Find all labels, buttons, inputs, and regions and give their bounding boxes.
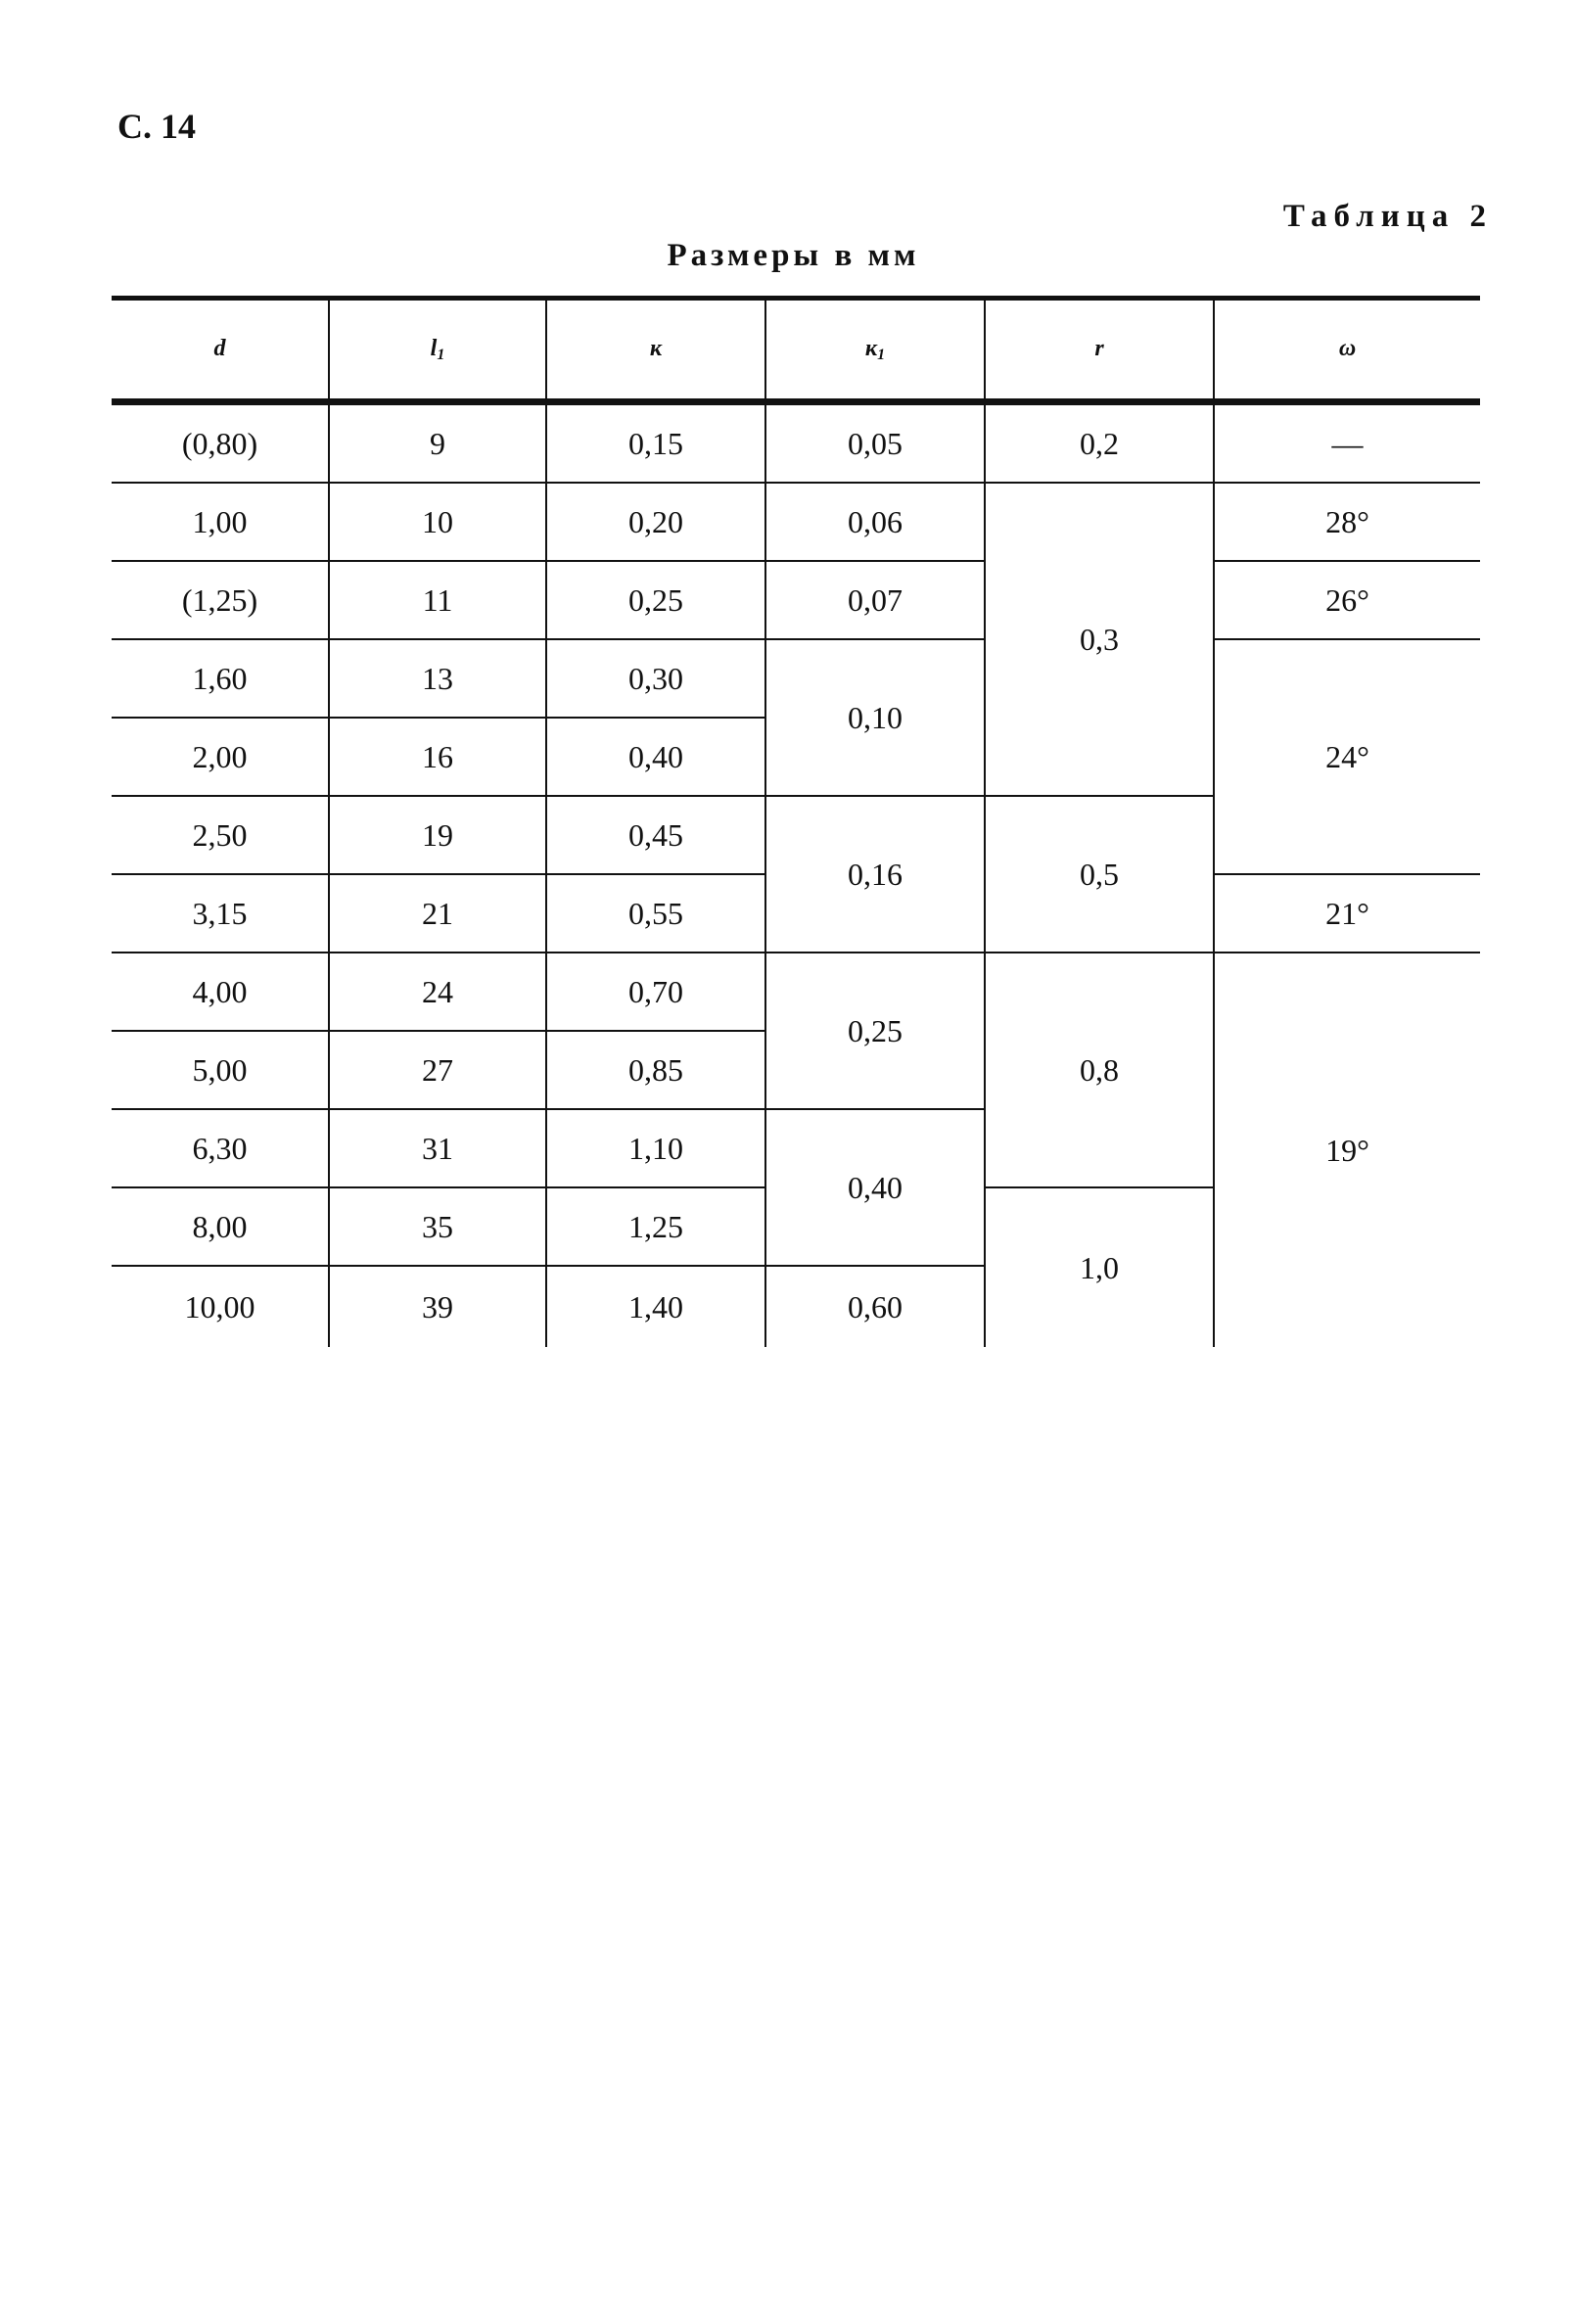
cell-k: 0,55 [546,874,765,953]
table-row [112,402,1480,484]
cell-d: 1,60 [112,639,329,718]
header-k1: $к_1$ [765,299,985,402]
cell-r: 0,5 [985,796,1214,953]
cell-k1: 0,10 [765,639,985,796]
cell-k1: 0,05 [765,402,985,484]
cell-d: 8,00 [112,1187,329,1266]
cell-l1: 31 [329,1109,546,1187]
dimensions-table [112,296,1480,1347]
cell-omega: 21° [1214,874,1480,953]
cell-k: 0,45 [546,796,765,874]
cell-l1: 27 [329,1031,546,1109]
cell-d: 2,00 [112,718,329,796]
cell-k: 1,40 [546,1266,765,1347]
cell-k: 0,20 [546,483,765,561]
cell-k: 0,30 [546,639,765,718]
cell-k1: 0,60 [765,1266,985,1347]
cell-r: 0,3 [985,483,1214,796]
cell-l1: 21 [329,874,546,953]
table-label: Таблица 2 [1282,199,1493,234]
page-number: С. 14 [117,107,196,146]
table-row [112,639,1480,718]
cell-k: 0,25 [546,561,765,639]
cell-omega: 26° [1214,561,1480,639]
cell-k1: 0,40 [765,1109,985,1266]
cell-l1: 11 [329,561,546,639]
cell-d: (0,80) [181,425,258,461]
cell-l1: 9 [329,402,546,484]
cell-r: 0,8 [985,953,1214,1187]
header-row [112,299,1480,402]
cell-k: 0,85 [546,1031,765,1109]
cell-l1: 24 [329,953,546,1031]
cell-r: 0,2 [985,402,1214,484]
cell-d: 5,00 [112,1031,329,1109]
header-d: d [112,299,329,402]
cell-k: 1,25 [546,1187,765,1266]
cell-d: 1,00 [112,483,329,561]
cell-l1: 16 [329,718,546,796]
cell-d: 10,00 [112,1266,329,1347]
cell-l1: 35 [329,1187,546,1266]
table-row [112,483,1480,561]
cell-omega: — [1214,402,1480,484]
cell-l1: 39 [329,1266,546,1347]
cell-r: 1,0 [985,1187,1214,1347]
header-l1: $l_1$ [329,299,546,402]
cell-d: 6,30 [112,1109,329,1187]
cell-k1: 0,07 [765,561,985,639]
units-caption: Размеры в мм [667,238,920,273]
cell-k1: 0,06 [765,483,985,561]
cell-d: (1,25) [112,561,329,639]
cell-omega: 19° [1214,953,1480,1347]
table-row [112,561,1480,639]
cell-k: 1,10 [546,1109,765,1187]
cell-k1: 0,16 [765,796,985,953]
cell-l1: 13 [329,639,546,718]
cell-k1: 0,25 [765,953,985,1109]
cell-d: 4,00 [112,953,329,1031]
cell-d: 3,15 [112,874,329,953]
cell-k: 0,15 [546,402,765,484]
cell-k: 0,70 [546,953,765,1031]
table-row [112,953,1480,1031]
cell-d: 2,50 [112,796,329,874]
header-k: к [546,299,765,402]
header-omega: ω [1214,299,1480,402]
cell-l1: 19 [329,796,546,874]
cell-l1: 10 [329,483,546,561]
cell-omega: 24° [1214,639,1480,874]
header-r: r [985,299,1214,402]
cell-k: 0,40 [546,718,765,796]
cell-omega: 28° [1214,483,1480,561]
